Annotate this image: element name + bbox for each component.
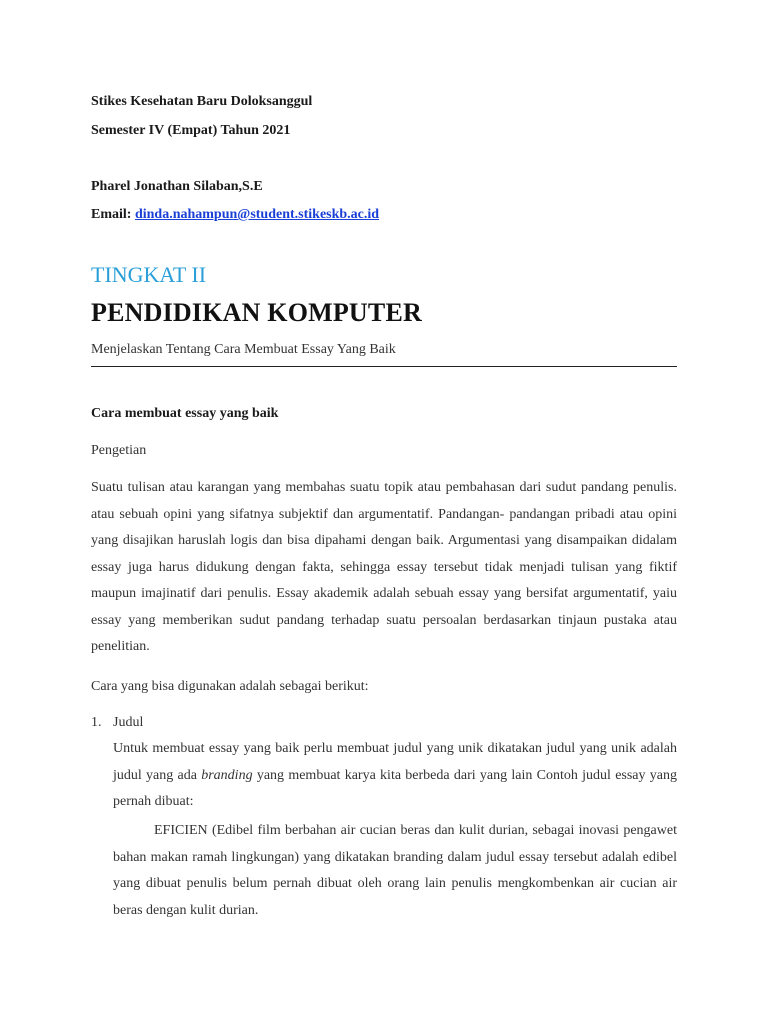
semester-info: Semester IV (Empat) Tahun 2021 [91, 123, 291, 138]
list-intro: Cara yang bisa digunakan adalah sebagai berikut: [91, 679, 369, 694]
document-subtitle: Menjelaskan Tentang Cara Membuat Essay Yang Baik [91, 342, 396, 357]
divider [91, 366, 677, 367]
list-item-number: 1. [91, 715, 102, 730]
description-text-before: Untuk membuat essay yang baik perlu membuat judul yang unik dikatakan judul yang unik adalah judul yang ada [113, 741, 677, 783]
document-title: PENDIDIKAN KOMPUTER [91, 298, 422, 327]
section-title: Cara membuat essay yang baik [91, 406, 279, 421]
email-line [91, 207, 379, 223]
description-emphasis: branding [201, 767, 253, 783]
email-label: Email: [91, 207, 132, 222]
pengetian-label: Pengetian [91, 443, 147, 458]
institution-name: Stikes Kesehatan Baru Doloksanggul [91, 94, 313, 109]
level-heading: TINGKAT II [91, 262, 207, 287]
example-paragraph: EFICIEN (Edibel film berbahan air cucian beras dan kulit durian, sebagai inovasi pengawet bahan makan ramah lingkungan) yang dikatakan branding dalam judul essay tersebut adalah edibel yang dibuat penulis belum pernah dibuat oleh orang lain penulis mengkombenkan air cucian air beras dengan kulit durian. [113, 823, 677, 918]
list-item-title: Judul [113, 715, 144, 730]
definition-paragraph: Suatu tulisan atau karangan yang membahas suatu topik atau pembahasan dari sudut pandang penulis. atau sebuah opini yang sifatnya subjektif dan argumentatif. Pandangan- pandangan pribadi atau opini yang disajikan haruslah logis dan bisa dipahami dengan baik. Argumentasi yang disampaikan didalam essay juga harus didukung dengan fakta, sehingga essay tersebut tidak menjadi tulisan yang fiktif maupun imajinatif dari penulis. Essay akademik adalah sebuah essay yang bersifat argumentatif, yaiu essay yang memberikan sudut pandang terhadap suatu persoalan berdasarkan tinjaun pustaka atau penelitian. [91, 480, 677, 654]
email-link[interactable]: dinda.nahampun@student.stikeskb.ac.id [134, 207, 380, 222]
list-item-description [113, 736, 677, 816]
description-text-after: yang membuat karya kita berbeda dari yang lain Contoh judul essay yang pernah dibuat: [113, 767, 678, 809]
author-name: Pharel Jonathan Silaban,S.E [91, 179, 263, 194]
